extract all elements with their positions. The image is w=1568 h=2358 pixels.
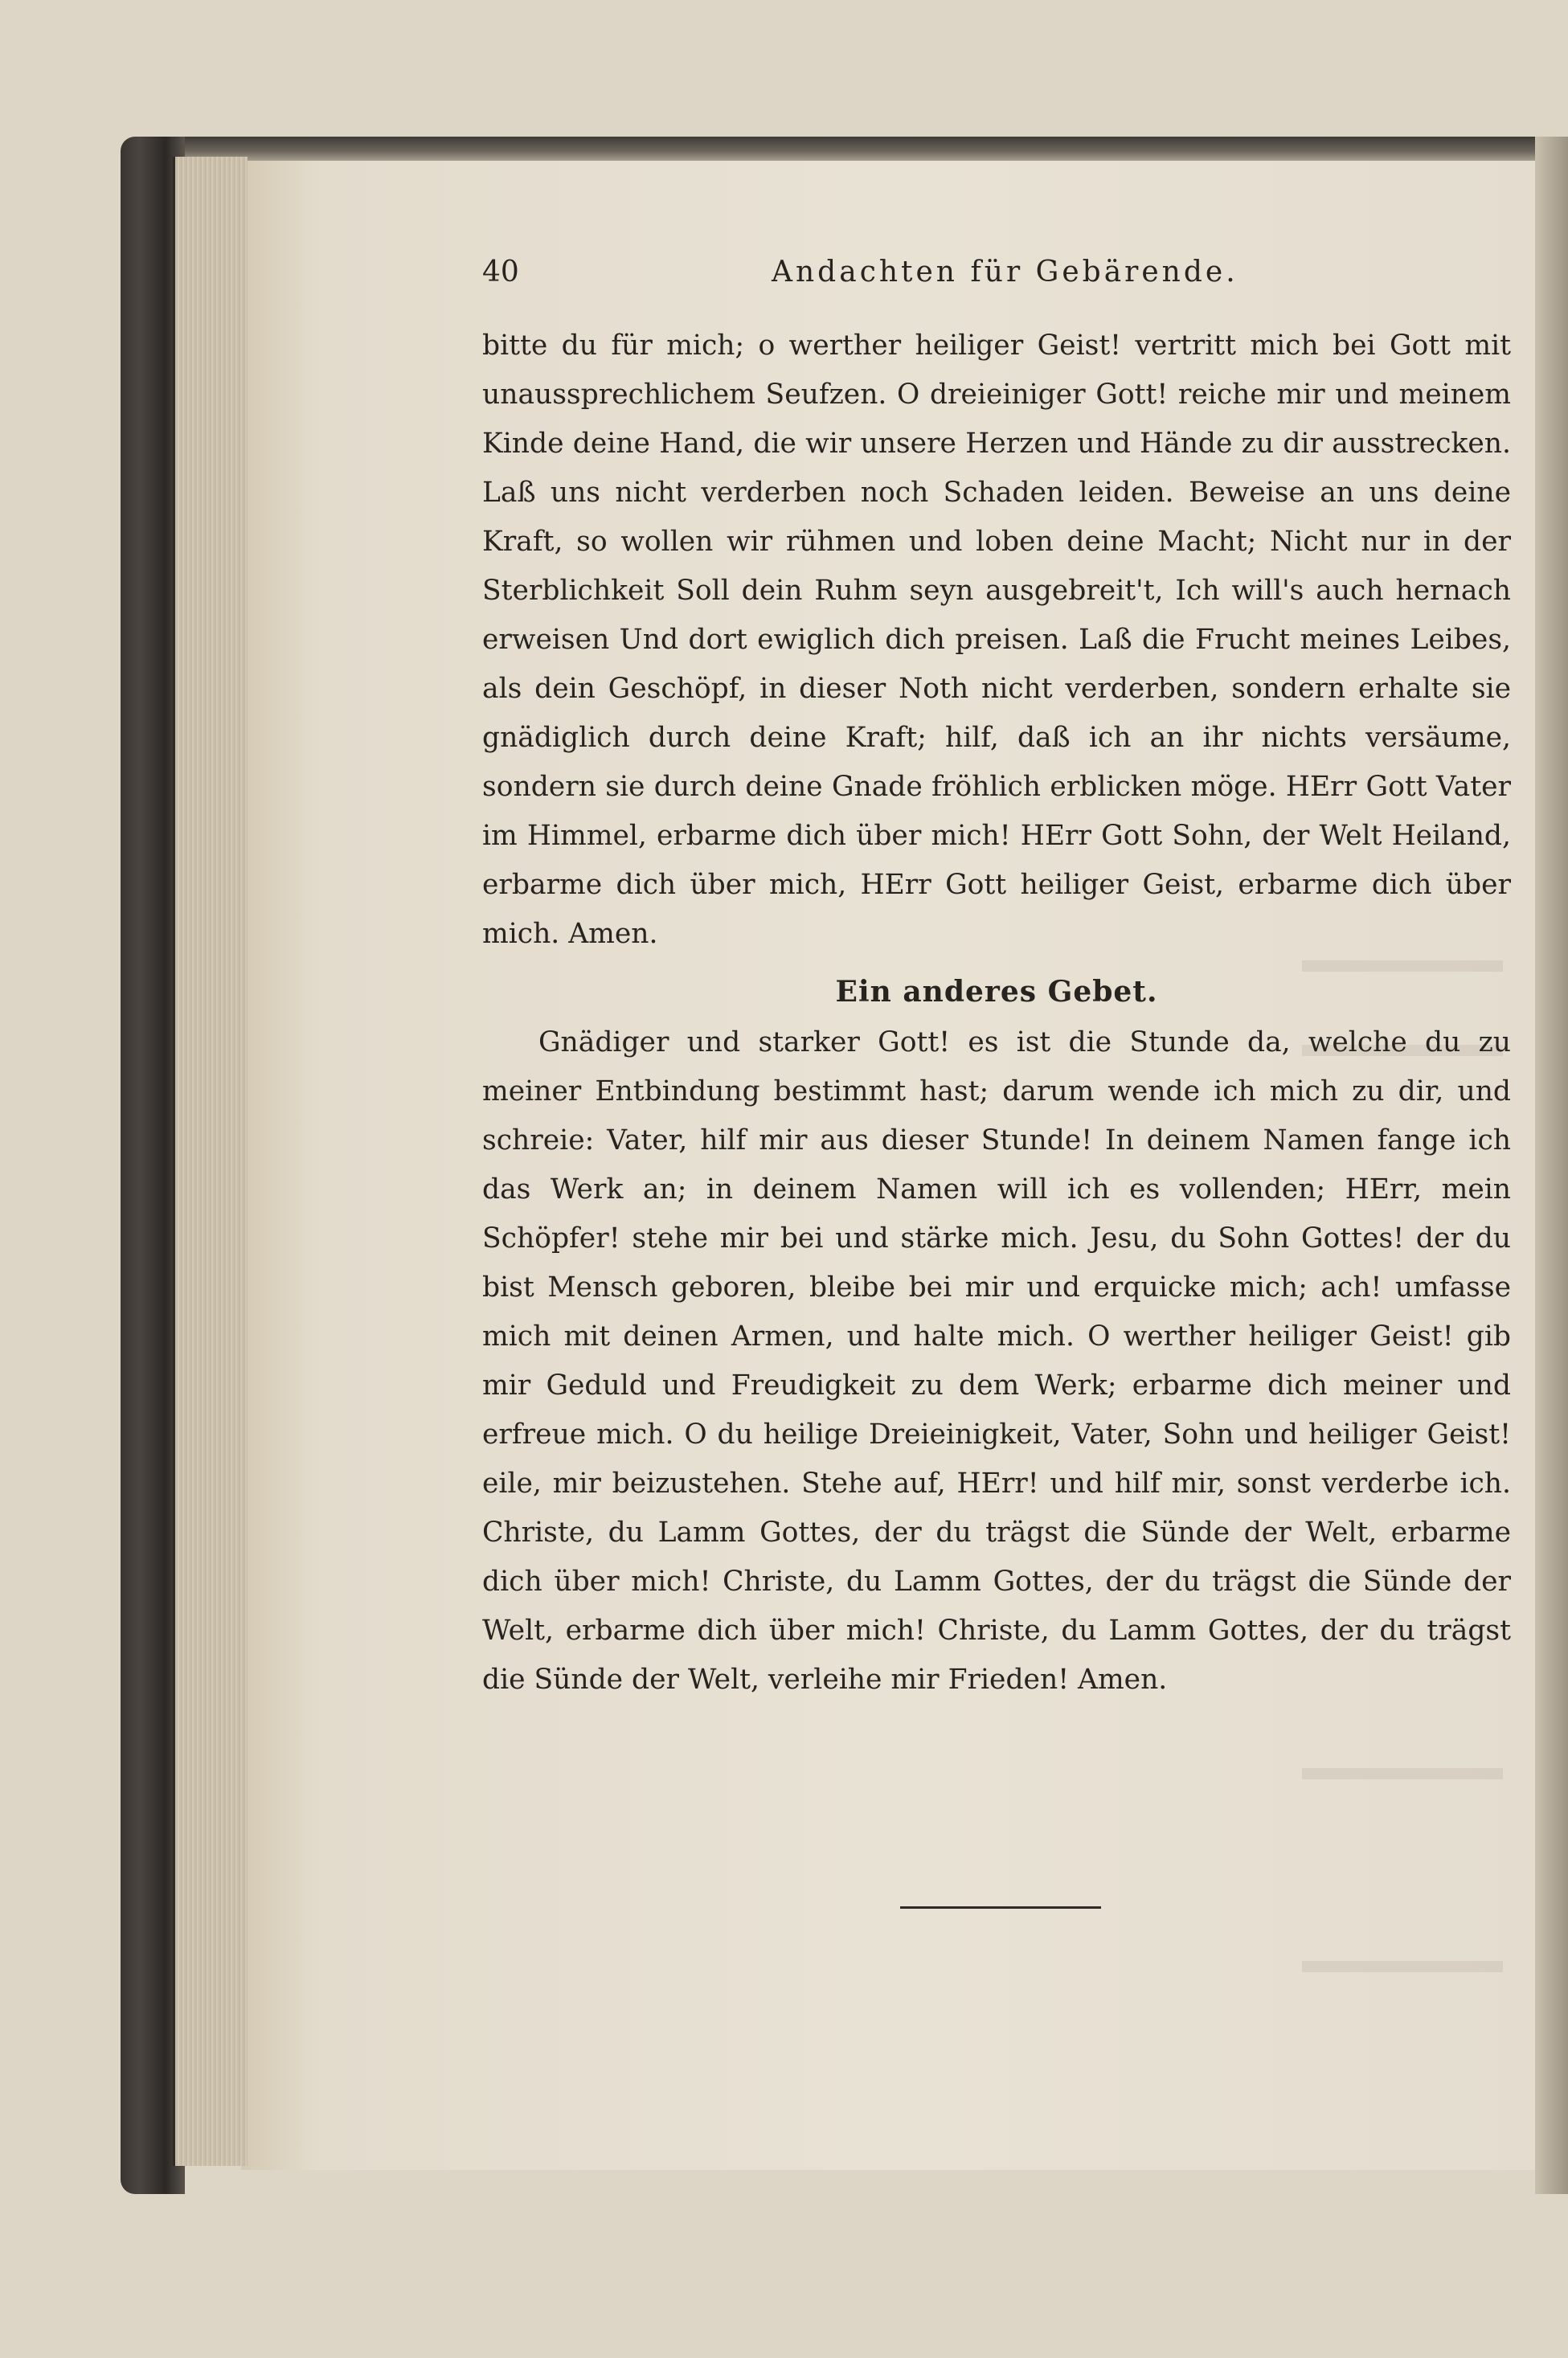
running-head (482, 256, 1511, 288)
page-number: 40 (482, 256, 519, 289)
bleed-through-mark (1302, 1768, 1503, 1779)
page-edges (173, 157, 248, 2166)
page-content (482, 256, 1511, 1705)
section-heading: Ein anderes Gebet. (835, 975, 1158, 1009)
prayer-paragraph-second: Gnädiger und starker Gott! es ist die Stunde da, welche du zu meiner Entbindung bestimmt hast; darum wende ich mich zu dir, und schreie: Vater, hilf mir aus dieser Stunde! In deinem Namen fange ich das Werk an; in deinem Namen will ich es vollenden; HErr, mein Schöpfer! stehe mir bei und stärke mich. Jesu, du Sohn Gottes! der du bist Mensch geboren, bleibe bei mir und erquicke mich; ach! umfasse mich mit deinen Armen, und halte mich. O werther heiliger Geist! gib mir Geduld und Freudigkeit zu dem Werk; erbarme dich meiner und erfreue mich. O du heilige Dreieinigkeit, Vater, Sohn und heiliger Geist! eile, mir beizustehen. Stehe auf, HErr! und hilf mir, sonst verderbe ich. Christe, du Lamm Gottes, der du trägst die Sünde der Welt, erbarme dich über mich! Christe, du Lamm Gottes, der du trägst die Sünde der Welt, erbarme dich über mich! Christe, du Lamm Gottes, der du trägst die Sünde der Welt, verleihe mir Frieden! Amen. (482, 1026, 1511, 1696)
end-rule (900, 1906, 1101, 1909)
running-title: Andachten für Gebärende. (772, 256, 1238, 289)
right-page-shadow (1535, 137, 1568, 2194)
prayer-paragraph-first: bitte du für mich; o werther heiliger Geist! vertritt mich bei Gott mit unaussprechlichem Seufzen. O dreieiniger Gott! reiche mir und meinem Kinde deine Hand, die wir unsere Herzen und Hände zu dir ausstrecken. Laß uns nicht verderben noch Schaden leiden. Beweise an uns deine Kraft, so wollen wir rühmen und loben deine Macht; Nicht nur in der Sterblichkeit Soll dein Ruhm seyn ausgebreit't, Ich will's auch hernach erweisen Und dort ewiglich dich preisen. Laß die Frucht meines Leibes, als dein Geschöpf, in dieser Noth nicht verderben, sondern erhalte sie gnädiglich durch deine Kraft; hilf, daß ich an ihr nichts versäume, sondern sie durch deine Gnade fröhlich erblicken möge. HErr Gott Vater im Himmel, erbarme dich über mich! HErr Gott Sohn, der Welt Heiland, erbarme dich über mich, HErr Gott heiliger Geist, erbarme dich über mich. Amen. (482, 330, 1511, 950)
bleed-through-mark (1302, 1961, 1503, 1972)
book-cover-top-edge (137, 137, 1568, 161)
